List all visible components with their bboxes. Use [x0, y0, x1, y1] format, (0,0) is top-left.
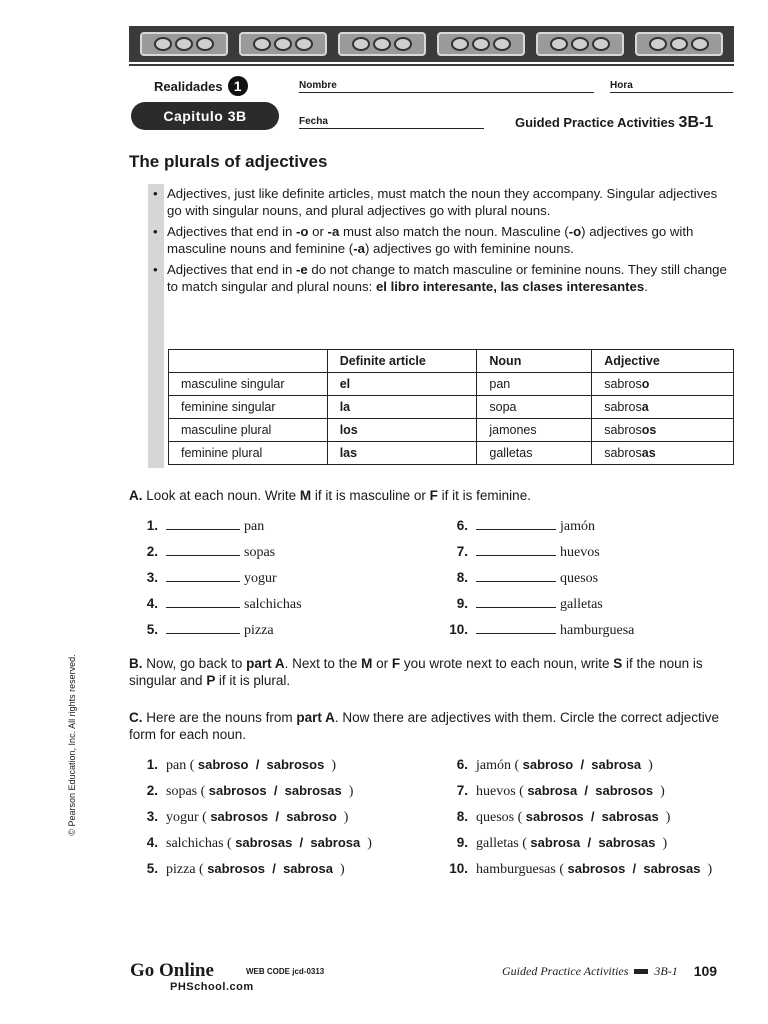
swirl-icon	[451, 37, 469, 51]
fecha-label: Fecha	[299, 116, 328, 127]
item-number: 6.	[456, 757, 468, 772]
close-paren: )	[336, 810, 349, 825]
bullet-text: ) adjectives go with feminine nouns.	[364, 241, 574, 256]
emphasis-text: P	[202, 673, 219, 688]
adjective-choice[interactable]: sabrosos	[595, 783, 654, 798]
adjective-choice[interactable]: sabrosos	[210, 809, 269, 824]
close-paren: )	[360, 836, 372, 851]
table-row	[169, 419, 734, 442]
emphasis-text: S	[609, 656, 627, 671]
adjective-cell	[592, 396, 734, 419]
decorative-banner	[129, 26, 734, 62]
part-a-item	[446, 544, 600, 561]
item-number: 4.	[146, 596, 158, 611]
choice-separator: /	[580, 835, 599, 850]
part-c-letter: C.	[129, 710, 143, 725]
swirl-icon	[253, 37, 271, 51]
noun-word: sopas (	[166, 784, 209, 799]
adjective-stem: sabros	[604, 377, 642, 391]
swirl-icon	[550, 37, 568, 51]
go-online-logo: Go Online	[130, 960, 214, 981]
noun-word: hamburguesas (	[476, 862, 568, 877]
row-label-cell: feminine plural	[169, 442, 328, 465]
copyright-notice: © Pearson Education, Inc. All rights reserved.	[67, 654, 77, 836]
item-number: 6.	[456, 518, 468, 533]
item-number: 9.	[456, 596, 468, 611]
adjective-choice[interactable]: sabrosos	[567, 861, 626, 876]
noun-word: pizza (	[166, 862, 208, 877]
table-header-cell: Definite article	[327, 350, 477, 373]
part-c-item	[136, 861, 345, 878]
swirl-icon	[592, 37, 610, 51]
article-cell: los	[327, 419, 477, 442]
item-number: 10.	[449, 622, 468, 637]
bullet-text: ) adjectives go with masculine nouns and feminine (	[167, 224, 694, 256]
part-a-item	[446, 570, 598, 587]
adjective-ending: a	[641, 400, 649, 414]
swirl-icon	[472, 37, 490, 51]
part-b-instruction	[129, 655, 734, 689]
close-paren: )	[658, 810, 671, 825]
item-number: 7.	[456, 544, 468, 559]
noun-word: yogur (	[166, 810, 211, 825]
answer-blank[interactable]	[166, 544, 240, 556]
adjective-choice[interactable]: sabroso	[286, 809, 337, 824]
close-paren: )	[332, 862, 345, 877]
part-a-item	[446, 518, 595, 535]
adjective-choice[interactable]: sabrosas	[284, 783, 342, 798]
noun-word: salchichas	[244, 597, 302, 612]
part-b-letter: B.	[129, 656, 143, 671]
article-cell: las	[327, 442, 477, 465]
part-c-item	[136, 809, 348, 826]
emphasis-text: M	[296, 488, 315, 503]
adjective-cell	[592, 419, 734, 442]
table-row	[169, 442, 734, 465]
realidades-text: Realidades	[154, 78, 223, 94]
page-number: 109	[693, 963, 718, 979]
choice-separator: /	[573, 757, 592, 772]
adjective-stem: sabros	[604, 446, 642, 460]
adjective-choice[interactable]: sabrosos	[207, 861, 266, 876]
adjective-ending: o	[641, 377, 650, 391]
part-c-item	[136, 757, 336, 774]
adjective-ending: os	[641, 423, 657, 437]
noun-cell: jamones	[477, 419, 592, 442]
item-number: 9.	[456, 835, 468, 850]
part-b-text: Now, go back to part A. Next to the M or F you wrote next to each noun, write S if the noun is singular and P if it is plural.	[129, 656, 703, 688]
banner-ornament-tile	[437, 32, 525, 56]
choice-separator: /	[625, 861, 644, 876]
swirl-icon	[196, 37, 214, 51]
swirl-icon	[295, 37, 313, 51]
noun-word: yogur	[244, 571, 277, 586]
activity-label: Guided Practice Activities	[515, 115, 675, 130]
noun-word: salchichas (	[166, 836, 236, 851]
bullet-text: Adjectives, just like definite articles, must match the noun they accompany. Singular adjectives go with singular nouns, and plural adjectives go with plural nouns.	[167, 186, 718, 218]
noun-cell: galletas	[477, 442, 592, 465]
fecha-field[interactable]	[299, 128, 484, 129]
item-number: 7.	[456, 783, 468, 798]
swirl-icon	[691, 37, 709, 51]
bullet-dot-icon: •	[153, 186, 158, 201]
swirl-icon	[571, 37, 589, 51]
bullet-point	[153, 261, 733, 295]
phschool-link[interactable]: PHSchool.com	[170, 981, 254, 993]
noun-word: jamón	[560, 519, 595, 534]
emphasis-text: part A	[296, 710, 335, 725]
nombre-label: Nombre	[299, 80, 337, 91]
plural-adjectives-table	[168, 349, 734, 465]
noun-word: quesos (	[476, 810, 526, 825]
bullet-text: -o	[568, 224, 582, 239]
adjective-choice[interactable]: sabrosa	[310, 835, 361, 850]
adjective-choice[interactable]: sabroso	[197, 757, 249, 772]
table-header-cell: Adjective	[592, 350, 734, 373]
item-number: 5.	[146, 861, 158, 876]
emphasis-text: part A	[246, 656, 285, 671]
part-a-item	[446, 596, 603, 613]
part-a-item	[136, 518, 264, 535]
bullet-dot-icon: •	[153, 262, 158, 277]
part-a-item	[136, 622, 274, 639]
part-a-letter: A.	[129, 488, 143, 503]
choice-separator: /	[577, 783, 596, 798]
swirl-icon	[394, 37, 412, 51]
bullet-text: -o	[296, 224, 309, 239]
answer-blank[interactable]	[476, 596, 556, 608]
part-a-item	[136, 544, 275, 561]
part-c-item	[446, 835, 667, 852]
noun-word: huevos (	[476, 784, 528, 799]
choice-separator: /	[266, 783, 285, 798]
adjective-choice[interactable]: sabroso	[522, 757, 574, 772]
footer-activity-label: Guided Practice Activities	[502, 963, 629, 978]
swirl-icon	[649, 37, 667, 51]
item-number: 8.	[456, 809, 468, 824]
hora-field[interactable]	[610, 92, 733, 93]
bullet-text: Adjectives that end in	[167, 224, 297, 239]
bullet-point	[153, 185, 733, 219]
close-paren: )	[700, 862, 713, 877]
adjective-choice[interactable]: sabrosa	[527, 783, 578, 798]
item-number: 2.	[146, 544, 158, 559]
article-cell: el	[327, 373, 477, 396]
swirl-icon	[493, 37, 511, 51]
choice-separator: /	[583, 809, 602, 824]
footer-bar-icon	[634, 969, 648, 974]
adjective-choice[interactable]: sabrosas	[643, 861, 701, 876]
noun-word: huevos	[560, 545, 600, 560]
table-header-row	[169, 350, 734, 373]
banner-rule	[129, 64, 734, 66]
bullet-point	[153, 223, 733, 257]
adjective-choice[interactable]: sabrosos	[208, 783, 267, 798]
page-title: The plurals of adjectives	[129, 152, 328, 171]
row-label-cell: masculine singular	[169, 373, 328, 396]
part-c-item	[136, 835, 372, 852]
choice-separator: /	[268, 809, 287, 824]
nombre-field[interactable]	[299, 92, 594, 93]
choice-separator: /	[292, 835, 311, 850]
emphasis-text: M	[357, 656, 377, 671]
swirl-icon	[274, 37, 292, 51]
adjective-cell	[592, 442, 734, 465]
part-c-text: Here are the nouns from part A. Now there are adjectives with them. Circle the correct adjective form for each noun.	[129, 710, 720, 742]
item-number: 5.	[146, 622, 158, 637]
bullet-dot-icon: •	[153, 224, 158, 239]
bullet-text: do not change to match masculine or feminine nouns. They still change to match singular and plural nouns:	[167, 262, 727, 294]
table-row	[169, 396, 734, 419]
activity-code: 3B-1	[678, 114, 714, 131]
adjective-choice[interactable]: sabrosos	[266, 757, 325, 772]
web-code: WEB CODE jcd-0313	[246, 967, 325, 976]
part-a-text: Look at each noun. Write M if it is masculine or F if it is feminine.	[146, 488, 531, 503]
item-number: 3.	[146, 809, 158, 824]
adjective-ending: as	[641, 446, 656, 460]
bullet-text: or	[308, 224, 328, 239]
bullet-text: Adjectives that end in	[167, 262, 297, 277]
banner-ornament-tile	[536, 32, 624, 56]
item-number: 8.	[456, 570, 468, 585]
capitulo-badge: Capitulo 3B	[131, 102, 279, 130]
adjective-choice[interactable]: sabrosos	[525, 809, 584, 824]
noun-word: galletas (	[476, 836, 531, 851]
answer-blank[interactable]	[166, 518, 240, 530]
swirl-icon	[154, 37, 172, 51]
item-number: 4.	[146, 835, 158, 850]
answer-blank[interactable]	[166, 570, 240, 582]
part-a-item	[136, 570, 277, 587]
article-cell: la	[327, 396, 477, 419]
close-paren: )	[655, 836, 668, 851]
part-c-item	[446, 757, 653, 774]
bullet-text: -e	[296, 262, 308, 277]
table-header-cell	[169, 350, 328, 373]
item-number: 10.	[449, 861, 468, 876]
adjective-stem: sabros	[604, 400, 642, 414]
noun-word: quesos	[560, 571, 599, 586]
bullet-text: el libro interesante, las clases interesantes	[375, 279, 645, 294]
swirl-icon	[352, 37, 370, 51]
answer-blank[interactable]	[476, 570, 556, 582]
adjective-choice[interactable]: sabrosas	[601, 809, 659, 824]
emphasis-text: F	[388, 656, 404, 671]
noun-word: pizza	[244, 623, 274, 638]
bullet-text: -a	[327, 224, 340, 239]
part-a-item	[446, 622, 634, 639]
answer-blank[interactable]	[476, 622, 556, 634]
row-label-cell: feminine singular	[169, 396, 328, 419]
realidades-label	[154, 76, 248, 96]
part-c-item	[136, 783, 353, 800]
noun-word: galletas	[560, 597, 603, 612]
activity-heading	[515, 114, 713, 132]
answer-blank[interactable]	[166, 596, 240, 608]
banner-ornament-tile	[239, 32, 327, 56]
noun-word: pan	[244, 519, 265, 534]
part-a-instruction	[129, 487, 734, 504]
banner-ornament-tile	[140, 32, 228, 56]
choice-separator: /	[248, 757, 267, 772]
noun-word: hamburguesa	[560, 623, 635, 638]
noun-word: sopas	[244, 545, 276, 560]
swirl-icon	[175, 37, 193, 51]
bullet-text: -a	[353, 241, 365, 256]
close-paren: )	[341, 784, 354, 799]
part-a-item	[136, 596, 302, 613]
footer-activity	[502, 963, 717, 979]
item-number: 1.	[146, 518, 158, 533]
hora-label: Hora	[610, 80, 633, 91]
realidades-number-badge: 1	[228, 76, 248, 96]
choice-separator: /	[265, 861, 284, 876]
adjective-choice[interactable]: sabrosa	[283, 861, 333, 876]
table-header-cell: Noun	[477, 350, 592, 373]
adjective-choice[interactable]: sabrosa	[591, 757, 642, 772]
bullet-text: .	[644, 279, 648, 294]
table-row	[169, 373, 734, 396]
answer-blank[interactable]	[166, 622, 240, 634]
answer-blank[interactable]	[476, 518, 556, 530]
adjective-choice[interactable]: sabrosas	[598, 835, 656, 850]
noun-cell: sopa	[477, 396, 592, 419]
banner-ornament-tile	[635, 32, 723, 56]
part-c-instruction	[129, 709, 734, 743]
adjective-choice[interactable]: sabrosa	[530, 835, 581, 850]
bullet-text: must also match the noun. Masculine (	[339, 224, 569, 239]
item-number: 1.	[146, 757, 158, 772]
banner-ornament-tile	[338, 32, 426, 56]
swirl-icon	[373, 37, 391, 51]
noun-word: jamón (	[476, 758, 523, 773]
adjective-cell	[592, 373, 734, 396]
item-number: 2.	[146, 783, 158, 798]
part-c-item	[446, 809, 670, 826]
part-c-item	[446, 783, 665, 800]
adjective-choice[interactable]: sabrosas	[235, 835, 293, 850]
noun-cell: pan	[477, 373, 592, 396]
answer-blank[interactable]	[476, 544, 556, 556]
emphasis-text: F	[425, 488, 442, 503]
row-label-cell: masculine plural	[169, 419, 328, 442]
item-number: 3.	[146, 570, 158, 585]
adjective-stem: sabros	[604, 423, 642, 437]
close-paren: )	[653, 784, 665, 799]
part-c-item	[446, 861, 712, 878]
footer-activity-code: 3B-1	[654, 963, 678, 978]
close-paren: )	[641, 758, 653, 773]
swirl-icon	[670, 37, 688, 51]
grammar-notes	[153, 185, 733, 299]
close-paren: )	[324, 758, 337, 773]
noun-word: pan (	[166, 758, 198, 773]
